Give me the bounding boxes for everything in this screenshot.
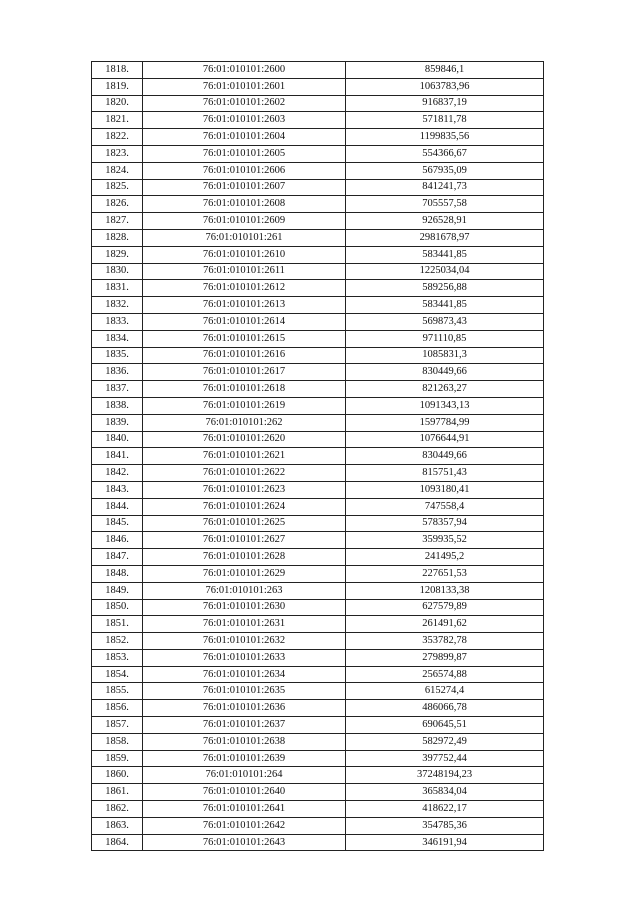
cadastral-value-cell: 747558,4 xyxy=(346,498,544,515)
table-body xyxy=(92,62,544,851)
row-number-cell: 1840. xyxy=(92,431,143,448)
cadastral-number-cell: 76:01:010101:2619 xyxy=(143,397,346,414)
cadastral-number-cell: 76:01:010101:2629 xyxy=(143,565,346,582)
cadastral-value-cell: 583441,85 xyxy=(346,246,544,263)
row-number-cell: 1842. xyxy=(92,465,143,482)
cadastral-number-cell: 76:01:010101:2601 xyxy=(143,78,346,95)
table-row xyxy=(92,414,544,431)
row-number-cell: 1844. xyxy=(92,498,143,515)
row-number-cell: 1818. xyxy=(92,62,143,79)
row-number-cell: 1859. xyxy=(92,750,143,767)
cadastral-number-cell: 76:01:010101:2640 xyxy=(143,784,346,801)
table-row xyxy=(92,767,544,784)
table-row xyxy=(92,448,544,465)
cadastral-number-cell: 76:01:010101:262 xyxy=(143,414,346,431)
row-number-cell: 1828. xyxy=(92,229,143,246)
cadastral-number-cell: 76:01:010101:2636 xyxy=(143,700,346,717)
table-row xyxy=(92,565,544,582)
table-row xyxy=(92,213,544,230)
row-number-cell: 1834. xyxy=(92,330,143,347)
table-row xyxy=(92,397,544,414)
cadastral-value-cell: 859846,1 xyxy=(346,62,544,79)
cadastral-value-table xyxy=(91,61,544,851)
cadastral-value-cell: 589256,88 xyxy=(346,280,544,297)
cadastral-number-cell: 76:01:010101:2613 xyxy=(143,297,346,314)
cadastral-value-cell: 705557,58 xyxy=(346,196,544,213)
row-number-cell: 1824. xyxy=(92,162,143,179)
cadastral-value-cell: 830449,66 xyxy=(346,448,544,465)
cadastral-number-cell: 76:01:010101:2633 xyxy=(143,649,346,666)
table-row xyxy=(92,196,544,213)
row-number-cell: 1819. xyxy=(92,78,143,95)
table-row xyxy=(92,431,544,448)
row-number-cell: 1853. xyxy=(92,649,143,666)
cadastral-number-cell: 76:01:010101:2604 xyxy=(143,129,346,146)
cadastral-value-cell: 365834,04 xyxy=(346,784,544,801)
table-row xyxy=(92,498,544,515)
cadastral-number-cell: 76:01:010101:2635 xyxy=(143,683,346,700)
cadastral-value-cell: 830449,66 xyxy=(346,364,544,381)
cadastral-value-cell: 353782,78 xyxy=(346,633,544,650)
row-number-cell: 1854. xyxy=(92,666,143,683)
cadastral-value-cell: 256574,88 xyxy=(346,666,544,683)
cadastral-value-cell: 1225034,04 xyxy=(346,263,544,280)
table-row xyxy=(92,532,544,549)
row-number-cell: 1823. xyxy=(92,145,143,162)
row-number-cell: 1829. xyxy=(92,246,143,263)
cadastral-number-cell: 76:01:010101:2608 xyxy=(143,196,346,213)
cadastral-value-cell: 582972,49 xyxy=(346,733,544,750)
row-number-cell: 1826. xyxy=(92,196,143,213)
table-row xyxy=(92,750,544,767)
cadastral-number-cell: 76:01:010101:2612 xyxy=(143,280,346,297)
cadastral-number-cell: 76:01:010101:2609 xyxy=(143,213,346,230)
row-number-cell: 1835. xyxy=(92,347,143,364)
row-number-cell: 1864. xyxy=(92,834,143,851)
table-row xyxy=(92,78,544,95)
table-row xyxy=(92,330,544,347)
table-row xyxy=(92,62,544,79)
table-row xyxy=(92,347,544,364)
cadastral-value-cell: 1076644,91 xyxy=(346,431,544,448)
row-number-cell: 1827. xyxy=(92,213,143,230)
row-number-cell: 1847. xyxy=(92,549,143,566)
table-row xyxy=(92,649,544,666)
table-row xyxy=(92,364,544,381)
row-number-cell: 1833. xyxy=(92,313,143,330)
row-number-cell: 1850. xyxy=(92,599,143,616)
table-row xyxy=(92,246,544,263)
cadastral-value-cell: 569873,43 xyxy=(346,313,544,330)
row-number-cell: 1843. xyxy=(92,481,143,498)
cadastral-value-cell: 486066,78 xyxy=(346,700,544,717)
cadastral-value-cell: 1093180,41 xyxy=(346,481,544,498)
cadastral-number-cell: 76:01:010101:2630 xyxy=(143,599,346,616)
row-number-cell: 1845. xyxy=(92,515,143,532)
row-number-cell: 1821. xyxy=(92,112,143,129)
cadastral-number-cell: 76:01:010101:2638 xyxy=(143,733,346,750)
cadastral-value-cell: 261491,62 xyxy=(346,616,544,633)
row-number-cell: 1831. xyxy=(92,280,143,297)
cadastral-number-cell: 76:01:010101:2616 xyxy=(143,347,346,364)
row-number-cell: 1830. xyxy=(92,263,143,280)
table-row xyxy=(92,179,544,196)
cadastral-number-cell: 76:01:010101:2621 xyxy=(143,448,346,465)
cadastral-number-cell: 76:01:010101:2643 xyxy=(143,834,346,851)
row-number-cell: 1861. xyxy=(92,784,143,801)
cadastral-value-cell: 971110,85 xyxy=(346,330,544,347)
cadastral-value-cell: 346191,94 xyxy=(346,834,544,851)
row-number-cell: 1860. xyxy=(92,767,143,784)
cadastral-value-cell: 583441,85 xyxy=(346,297,544,314)
cadastral-number-cell: 76:01:010101:2628 xyxy=(143,549,346,566)
table-row xyxy=(92,784,544,801)
cadastral-number-cell: 76:01:010101:2606 xyxy=(143,162,346,179)
cadastral-value-cell: 359935,52 xyxy=(346,532,544,549)
cadastral-number-cell: 76:01:010101:264 xyxy=(143,767,346,784)
table-row xyxy=(92,683,544,700)
table-row xyxy=(92,297,544,314)
row-number-cell: 1846. xyxy=(92,532,143,549)
cadastral-number-cell: 76:01:010101:2632 xyxy=(143,633,346,650)
cadastral-number-cell: 76:01:010101:2610 xyxy=(143,246,346,263)
table-row xyxy=(92,582,544,599)
table-row xyxy=(92,666,544,683)
row-number-cell: 1841. xyxy=(92,448,143,465)
cadastral-number-cell: 76:01:010101:2620 xyxy=(143,431,346,448)
row-number-cell: 1858. xyxy=(92,733,143,750)
row-number-cell: 1825. xyxy=(92,179,143,196)
cadastral-number-cell: 76:01:010101:2605 xyxy=(143,145,346,162)
row-number-cell: 1852. xyxy=(92,633,143,650)
table-row xyxy=(92,145,544,162)
cadastral-number-cell: 76:01:010101:2614 xyxy=(143,313,346,330)
cadastral-value-cell: 1063783,96 xyxy=(346,78,544,95)
table-row xyxy=(92,280,544,297)
cadastral-number-cell: 76:01:010101:2624 xyxy=(143,498,346,515)
table-row xyxy=(92,616,544,633)
cadastral-value-cell: 615274,4 xyxy=(346,683,544,700)
row-number-cell: 1837. xyxy=(92,381,143,398)
cadastral-value-cell: 627579,89 xyxy=(346,599,544,616)
row-number-cell: 1851. xyxy=(92,616,143,633)
table-row xyxy=(92,95,544,112)
cadastral-number-cell: 76:01:010101:2627 xyxy=(143,532,346,549)
cadastral-number-cell: 76:01:010101:2617 xyxy=(143,364,346,381)
cadastral-number-cell: 76:01:010101:2641 xyxy=(143,801,346,818)
cadastral-value-cell: 841241,73 xyxy=(346,179,544,196)
table-row xyxy=(92,515,544,532)
cadastral-value-cell: 815751,43 xyxy=(346,465,544,482)
cadastral-number-cell: 76:01:010101:2642 xyxy=(143,817,346,834)
row-number-cell: 1863. xyxy=(92,817,143,834)
table-row xyxy=(92,733,544,750)
table-row xyxy=(92,112,544,129)
cadastral-number-cell: 76:01:010101:2618 xyxy=(143,381,346,398)
cadastral-value-cell: 554366,67 xyxy=(346,145,544,162)
cadastral-number-cell: 76:01:010101:263 xyxy=(143,582,346,599)
cadastral-value-cell: 1208133,38 xyxy=(346,582,544,599)
table-row xyxy=(92,381,544,398)
cadastral-number-cell: 76:01:010101:2634 xyxy=(143,666,346,683)
cadastral-value-cell: 279899,87 xyxy=(346,649,544,666)
cadastral-number-cell: 76:01:010101:2622 xyxy=(143,465,346,482)
table-row xyxy=(92,599,544,616)
cadastral-value-cell: 916837,19 xyxy=(346,95,544,112)
cadastral-value-cell: 690645,51 xyxy=(346,717,544,734)
cadastral-number-cell: 76:01:010101:261 xyxy=(143,229,346,246)
table-row xyxy=(92,313,544,330)
row-number-cell: 1848. xyxy=(92,565,143,582)
row-number-cell: 1857. xyxy=(92,717,143,734)
cadastral-value-cell: 1597784,99 xyxy=(346,414,544,431)
cadastral-value-cell: 241495,2 xyxy=(346,549,544,566)
table-row xyxy=(92,263,544,280)
table-row xyxy=(92,801,544,818)
cadastral-number-cell: 76:01:010101:2600 xyxy=(143,62,346,79)
cadastral-value-cell: 227651,53 xyxy=(346,565,544,582)
cadastral-value-cell: 2981678,97 xyxy=(346,229,544,246)
cadastral-value-cell: 926528,91 xyxy=(346,213,544,230)
cadastral-value-cell: 821263,27 xyxy=(346,381,544,398)
table-row xyxy=(92,229,544,246)
row-number-cell: 1832. xyxy=(92,297,143,314)
cadastral-value-cell: 1091343,13 xyxy=(346,397,544,414)
cadastral-value-cell: 397752,44 xyxy=(346,750,544,767)
row-number-cell: 1849. xyxy=(92,582,143,599)
cadastral-number-cell: 76:01:010101:2603 xyxy=(143,112,346,129)
cadastral-number-cell: 76:01:010101:2623 xyxy=(143,481,346,498)
row-number-cell: 1855. xyxy=(92,683,143,700)
row-number-cell: 1836. xyxy=(92,364,143,381)
cadastral-number-cell: 76:01:010101:2625 xyxy=(143,515,346,532)
cadastral-number-cell: 76:01:010101:2631 xyxy=(143,616,346,633)
cadastral-number-cell: 76:01:010101:2607 xyxy=(143,179,346,196)
table-row xyxy=(92,700,544,717)
cadastral-value-cell: 418622,17 xyxy=(346,801,544,818)
cadastral-value-cell: 571811,78 xyxy=(346,112,544,129)
row-number-cell: 1862. xyxy=(92,801,143,818)
table-row xyxy=(92,834,544,851)
row-number-cell: 1822. xyxy=(92,129,143,146)
cadastral-value-cell: 354785,36 xyxy=(346,817,544,834)
table-row xyxy=(92,162,544,179)
table-row xyxy=(92,633,544,650)
row-number-cell: 1838. xyxy=(92,397,143,414)
table-row xyxy=(92,129,544,146)
table-row xyxy=(92,465,544,482)
table-row xyxy=(92,717,544,734)
table-row xyxy=(92,817,544,834)
cadastral-number-cell: 76:01:010101:2639 xyxy=(143,750,346,767)
cadastral-number-cell: 76:01:010101:2611 xyxy=(143,263,346,280)
row-number-cell: 1856. xyxy=(92,700,143,717)
row-number-cell: 1839. xyxy=(92,414,143,431)
row-number-cell: 1820. xyxy=(92,95,143,112)
cadastral-value-cell: 1199835,56 xyxy=(346,129,544,146)
cadastral-number-cell: 76:01:010101:2615 xyxy=(143,330,346,347)
cadastral-value-cell: 37248194,23 xyxy=(346,767,544,784)
cadastral-value-cell: 567935,09 xyxy=(346,162,544,179)
cadastral-value-cell: 1085831,3 xyxy=(346,347,544,364)
cadastral-number-cell: 76:01:010101:2602 xyxy=(143,95,346,112)
cadastral-number-cell: 76:01:010101:2637 xyxy=(143,717,346,734)
cadastral-value-cell: 578357,94 xyxy=(346,515,544,532)
table-row xyxy=(92,549,544,566)
table-row xyxy=(92,481,544,498)
